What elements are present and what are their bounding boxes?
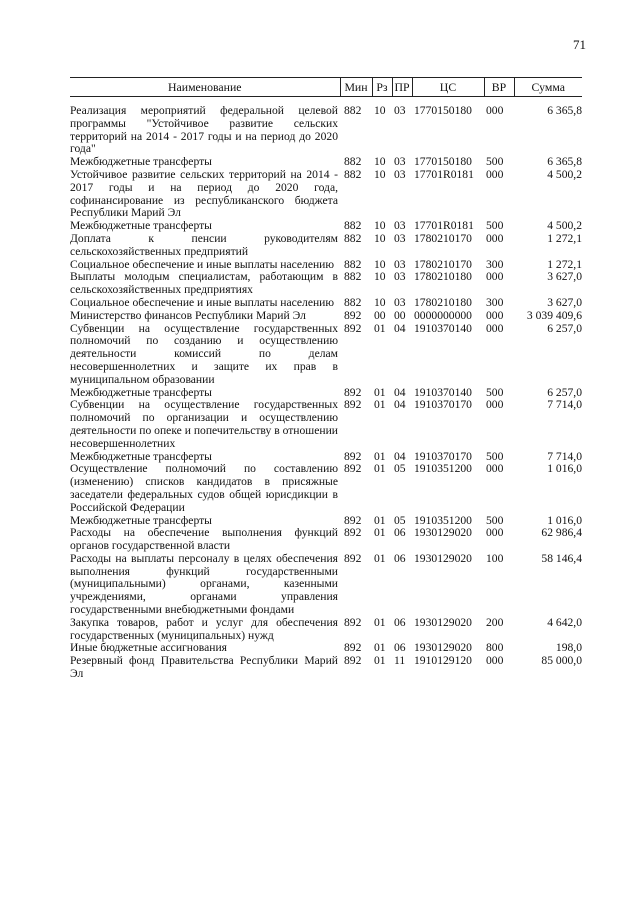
cell-name: Субвенции на осуществление государственных полномочий по созданию и осуществлению деятельности комиссий по делам несовершеннолетних и защите их прав в муниципальном образовании bbox=[70, 321, 338, 386]
header-cs: ЦС bbox=[412, 78, 484, 97]
cell-rz: 00 bbox=[374, 308, 386, 322]
cell-min: 892 bbox=[344, 513, 362, 527]
cell-pr: 06 bbox=[394, 526, 406, 540]
cell-pr: 03 bbox=[394, 257, 406, 271]
cell-min: 882 bbox=[344, 219, 362, 233]
budget-table bbox=[70, 77, 582, 681]
cell-name: Межбюджетные трансферты bbox=[70, 155, 212, 169]
cell-name: Осуществление полномочий по составлению (изменению) списков кандидатов в присяжные заседатели федеральных судов общей юрисдикции в Российской Федерации bbox=[70, 462, 338, 514]
table-row bbox=[70, 97, 582, 157]
cell-vr: 000 bbox=[486, 526, 504, 540]
cell-rz: 01 bbox=[374, 385, 386, 399]
cell-cs: 1930129020 bbox=[414, 551, 472, 565]
table-row bbox=[70, 310, 582, 323]
cell-cs: 1910370170 bbox=[414, 449, 472, 463]
cell-vr: 000 bbox=[486, 270, 504, 284]
cell-min: 882 bbox=[344, 167, 362, 181]
table-row bbox=[70, 323, 582, 387]
cell-name: Резервный фонд Правительства Республики Марий Эл bbox=[70, 654, 338, 681]
cell-min: 892 bbox=[344, 641, 362, 655]
cell-pr: 05 bbox=[394, 462, 406, 476]
cell-sum: 198,0 bbox=[555, 641, 582, 655]
table-row bbox=[70, 169, 582, 220]
cell-vr: 000 bbox=[486, 231, 504, 245]
cell-min: 892 bbox=[344, 398, 362, 412]
cell-name: Социальное обеспечение и иные выплаты населению bbox=[70, 257, 335, 271]
cell-min: 892 bbox=[344, 654, 362, 668]
cell-name: Межбюджетные трансферты bbox=[70, 449, 212, 463]
cell-sum: 1 016,0 bbox=[547, 513, 582, 527]
cell-name: Субвенции на осуществление государственных полномочий по организации и осуществлению деятельности по опеке и попечительству в отношении несовершеннолетних bbox=[70, 398, 338, 450]
cell-cs: 1910370170 bbox=[414, 398, 472, 412]
cell-min: 882 bbox=[344, 257, 362, 271]
cell-sum: 85 000,0 bbox=[541, 654, 582, 668]
cell-name: Министерство финансов Республики Марий Эл bbox=[70, 308, 306, 322]
cell-pr: 03 bbox=[394, 155, 406, 169]
cell-cs: 1910351200 bbox=[414, 513, 472, 527]
cell-cs: 0000000000 bbox=[414, 308, 472, 322]
cell-cs: 1770150180 bbox=[414, 104, 472, 117]
cell-sum: 6 365,8 bbox=[547, 155, 582, 169]
cell-name: Межбюджетные трансферты bbox=[70, 513, 212, 527]
header-min: Мин bbox=[340, 78, 372, 97]
cell-min: 892 bbox=[344, 449, 362, 463]
cell-pr: 06 bbox=[394, 551, 406, 565]
cell-sum: 6 365,8 bbox=[547, 104, 582, 117]
header-name: Наименование bbox=[70, 78, 340, 97]
cell-name: Расходы на выплаты персоналу в целях обеспечения выполнения функций государственными (муниципальными) органами, казенными учреждениями, органами управления государственными внебюджетными фондами bbox=[70, 551, 338, 617]
cell-pr: 06 bbox=[394, 615, 406, 629]
cell-pr: 03 bbox=[394, 231, 406, 245]
cell-cs: 1780210170 bbox=[414, 257, 472, 271]
cell-rz: 01 bbox=[374, 641, 386, 655]
cell-rz: 01 bbox=[374, 398, 386, 412]
cell-min: 892 bbox=[344, 462, 362, 476]
cell-sum: 4 642,0 bbox=[547, 615, 582, 629]
table-row bbox=[70, 297, 582, 310]
cell-sum: 6 257,0 bbox=[547, 385, 582, 399]
table-row bbox=[70, 463, 582, 514]
cell-pr: 04 bbox=[394, 385, 406, 399]
cell-sum: 3 039 409,6 bbox=[526, 308, 582, 322]
cell-pr: 05 bbox=[394, 513, 406, 527]
cell-sum: 4 500,2 bbox=[547, 167, 582, 181]
table-header-row bbox=[70, 78, 582, 97]
cell-pr: 03 bbox=[394, 219, 406, 233]
cell-pr: 03 bbox=[394, 270, 406, 284]
cell-rz: 10 bbox=[374, 257, 386, 271]
table-row bbox=[70, 527, 582, 553]
cell-vr: 800 bbox=[486, 641, 504, 655]
cell-sum: 4 500,2 bbox=[547, 219, 582, 233]
table-row bbox=[70, 617, 582, 643]
cell-rz: 10 bbox=[374, 155, 386, 169]
cell-sum: 62 986,4 bbox=[541, 526, 582, 540]
cell-pr: 03 bbox=[394, 167, 406, 181]
cell-rz: 01 bbox=[374, 615, 386, 629]
table-row bbox=[70, 271, 582, 297]
cell-pr: 11 bbox=[394, 654, 406, 668]
cell-cs: 1930129020 bbox=[414, 526, 472, 540]
cell-rz: 10 bbox=[374, 104, 386, 117]
header-pr: ПР bbox=[392, 78, 412, 97]
cell-cs: 1930129020 bbox=[414, 641, 472, 655]
cell-vr: 500 bbox=[486, 219, 504, 233]
cell-vr: 000 bbox=[486, 167, 504, 181]
cell-min: 892 bbox=[344, 321, 362, 335]
cell-min: 882 bbox=[344, 270, 362, 284]
header-vr: ВР bbox=[484, 78, 514, 97]
cell-min: 892 bbox=[344, 526, 362, 540]
cell-cs: 1910370140 bbox=[414, 385, 472, 399]
cell-vr: 100 bbox=[486, 551, 504, 565]
cell-name: Доплата к пенсии руководителям сельскохозяйственных предприятий bbox=[70, 231, 338, 258]
cell-rz: 10 bbox=[374, 167, 386, 181]
cell-pr: 04 bbox=[394, 321, 406, 335]
cell-vr: 500 bbox=[486, 155, 504, 169]
cell-cs: 1930129020 bbox=[414, 615, 472, 629]
cell-cs: 1910351200 bbox=[414, 462, 472, 476]
cell-sum: 58 146,4 bbox=[541, 551, 582, 565]
table-row bbox=[70, 233, 582, 259]
cell-name: Закупка товаров, работ и услуг для обеспечения государственных (муниципальных) нужд bbox=[70, 615, 338, 642]
cell-rz: 10 bbox=[374, 219, 386, 233]
cell-name: Межбюджетные трансферты bbox=[70, 219, 212, 233]
cell-rz: 01 bbox=[374, 654, 386, 668]
cell-cs: 17701R0181 bbox=[414, 167, 474, 181]
cell-name: Выплаты молодым специалистам, работающим в сельскохозяйственных предприятиях bbox=[70, 270, 338, 297]
cell-name: Социальное обеспечение и иные выплаты населению bbox=[70, 295, 335, 309]
cell-cs: 1770150180 bbox=[414, 155, 472, 169]
cell-vr: 000 bbox=[486, 654, 504, 668]
table-row bbox=[70, 399, 582, 450]
cell-rz: 01 bbox=[374, 449, 386, 463]
cell-min: 892 bbox=[344, 308, 362, 322]
cell-min: 892 bbox=[344, 551, 362, 565]
cell-name: Реализация мероприятий федеральной целевой программы "Устойчивое развитие сельских территорий на 2014 - 2017 годы и на период до 2020 года" bbox=[70, 104, 338, 156]
cell-cs: 1910370140 bbox=[414, 321, 472, 335]
cell-rz: 01 bbox=[374, 526, 386, 540]
cell-cs: 1910129120 bbox=[414, 654, 472, 668]
cell-name: Расходы на обеспечение выполнения функций органов государственной власти bbox=[70, 526, 338, 553]
cell-cs: 1780210180 bbox=[414, 295, 472, 309]
cell-rz: 10 bbox=[374, 270, 386, 284]
cell-min: 882 bbox=[344, 104, 362, 117]
header-sum: Сумма bbox=[514, 78, 582, 97]
cell-sum: 1 272,1 bbox=[547, 257, 582, 271]
cell-sum: 7 714,0 bbox=[547, 449, 582, 463]
cell-rz: 10 bbox=[374, 231, 386, 245]
cell-name: Межбюджетные трансферты bbox=[70, 385, 212, 399]
cell-rz: 10 bbox=[374, 295, 386, 309]
cell-rz: 01 bbox=[374, 321, 386, 335]
cell-sum: 3 627,0 bbox=[547, 270, 582, 284]
cell-min: 892 bbox=[344, 615, 362, 629]
cell-sum: 3 627,0 bbox=[547, 295, 582, 309]
cell-vr: 200 bbox=[486, 615, 504, 629]
cell-rz: 01 bbox=[374, 513, 386, 527]
cell-pr: 00 bbox=[394, 308, 406, 322]
cell-min: 882 bbox=[344, 231, 362, 245]
cell-sum: 6 257,0 bbox=[547, 321, 582, 335]
cell-name: Иные бюджетные ассигнования bbox=[70, 641, 227, 655]
cell-vr: 300 bbox=[486, 257, 504, 271]
cell-rz: 01 bbox=[374, 551, 386, 565]
cell-pr: 03 bbox=[394, 104, 406, 117]
cell-vr: 000 bbox=[486, 462, 504, 476]
cell-min: 882 bbox=[344, 155, 362, 169]
table-row bbox=[70, 655, 582, 681]
cell-vr: 000 bbox=[486, 321, 504, 335]
cell-cs: 1780210170 bbox=[414, 231, 472, 245]
cell-rz: 01 bbox=[374, 462, 386, 476]
cell-cs: 17701R0181 bbox=[414, 219, 474, 233]
cell-pr: 04 bbox=[394, 449, 406, 463]
cell-vr: 300 bbox=[486, 295, 504, 309]
cell-vr: 500 bbox=[486, 513, 504, 527]
table-row bbox=[70, 553, 582, 617]
cell-min: 892 bbox=[344, 385, 362, 399]
cell-vr: 000 bbox=[486, 308, 504, 322]
cell-pr: 04 bbox=[394, 398, 406, 412]
cell-min: 882 bbox=[344, 295, 362, 309]
header-rz: Рз bbox=[372, 78, 392, 97]
cell-vr: 000 bbox=[486, 398, 504, 412]
cell-pr: 06 bbox=[394, 641, 406, 655]
cell-name: Устойчивое развитие сельских территорий на 2014 - 2017 годы и на период до 2020 года, софинансирование из республиканского бюджета Республики Марий Эл bbox=[70, 167, 338, 220]
cell-pr: 03 bbox=[394, 295, 406, 309]
page-number: 71 bbox=[573, 37, 586, 52]
cell-vr: 500 bbox=[486, 449, 504, 463]
cell-sum: 1 272,1 bbox=[547, 231, 582, 245]
cell-sum: 1 016,0 bbox=[547, 462, 582, 476]
cell-cs: 1780210180 bbox=[414, 270, 472, 284]
cell-sum: 7 714,0 bbox=[547, 398, 582, 412]
cell-vr: 000 bbox=[486, 104, 504, 117]
cell-vr: 500 bbox=[486, 385, 504, 399]
